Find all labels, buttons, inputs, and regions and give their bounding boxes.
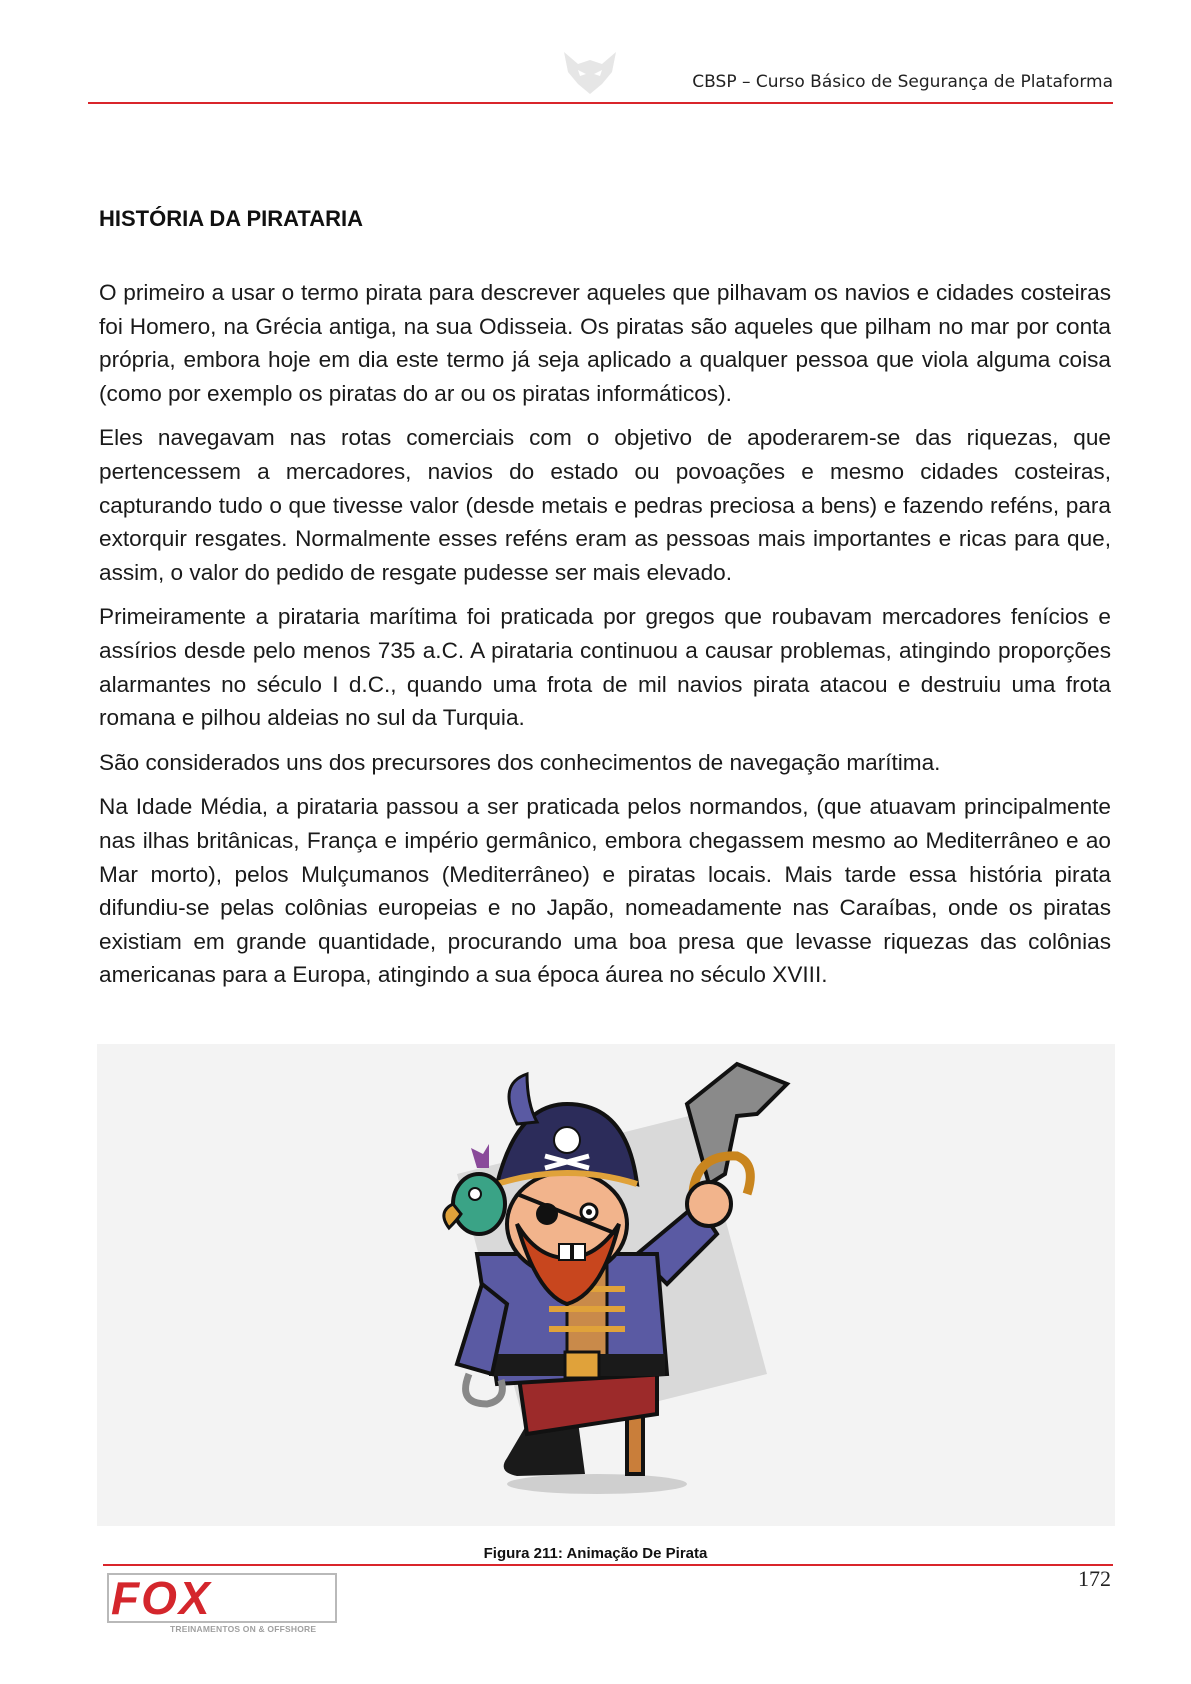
paragraph: Primeiramente a pirataria marítima foi praticada por gregos que roubavam mercadores fenícios e assírios desde pelo menos 735 a.C. A pirataria continuou a causar problemas, atingindo proporções alarmantes no século I d.C., quando uma frota de mil navios pirata atacou e destruiu uma frota romana e pilhou aldeias no sul da Turquia. bbox=[99, 604, 1111, 731]
fox-logo bbox=[106, 1572, 342, 1634]
header-rule bbox=[88, 102, 1113, 104]
paragraph: Na Idade Média, a pirataria passou a ser praticada pelos normandos, (que atuavam principalmente nas ilhas britânicas, França e império germânico, embora chegassem mesmo ao Mediterrâneo e ao Mar morto), pelos Mulçumanos (Mediterrâneo) e piratas locais. Mais tarde essa história pirata difundiu-se pelas colônias europeias e no Japão, nomeadamente nas Caraíbas, onde os piratas existiam em grande quantidade, procurando uma boa presa que levasse riquezas das colônias americanas para a Europa, atingindo a sua época áurea no século XVIII. bbox=[99, 794, 1111, 988]
logo-wordmark: FOX bbox=[111, 1572, 212, 1624]
footer-rule bbox=[103, 1564, 1113, 1566]
paragraph: O primeiro a usar o termo pirata para descrever aqueles que pilhavam os navios e cidades costeiras foi Homero, na Grécia antiga, na sua Odisseia. Os piratas são aqueles que pilham no mar por conta própria, embora hoje em dia este termo já seja aplicado a qualquer pessoa que viola alguma coisa (como por exemplo os piratas do ar ou os piratas informáticos). bbox=[99, 280, 1111, 406]
paragraph: Eles navegavam nas rotas comerciais com o objetivo de apoderarem-se das riquezas, que pertencessem a mercadores, navios do estado ou povoações e mesmo cidades costeiras, capturando tudo o que tivesse valor (desde metais e pedras preciosa a bens) e fazendo reféns, para extorquir resgates. Normalmente esses reféns eram as pessoas mais importantes e ricas para que, assim, o valor do pedido de resgate pudesse ser mais elevado. bbox=[99, 425, 1111, 585]
body-text bbox=[99, 276, 1111, 1003]
logo-tagline: TREINAMENTOS ON & OFFSHORE bbox=[170, 1624, 317, 1634]
fox-head-icon bbox=[558, 48, 622, 98]
page-number: 172 bbox=[1078, 1566, 1111, 1591]
paragraph: São considerados uns dos precursores dos conhecimentos de navegação marítima. bbox=[99, 749, 941, 775]
pirate-illustration bbox=[97, 1044, 1115, 1526]
figure-caption: Figura 211: Animação De Pirata bbox=[483, 1545, 708, 1562]
section-title: HISTÓRIA DA PIRATARIA bbox=[99, 206, 363, 231]
document-header-title: CBSP – Curso Básico de Segurança de Plataforma bbox=[692, 72, 1113, 92]
